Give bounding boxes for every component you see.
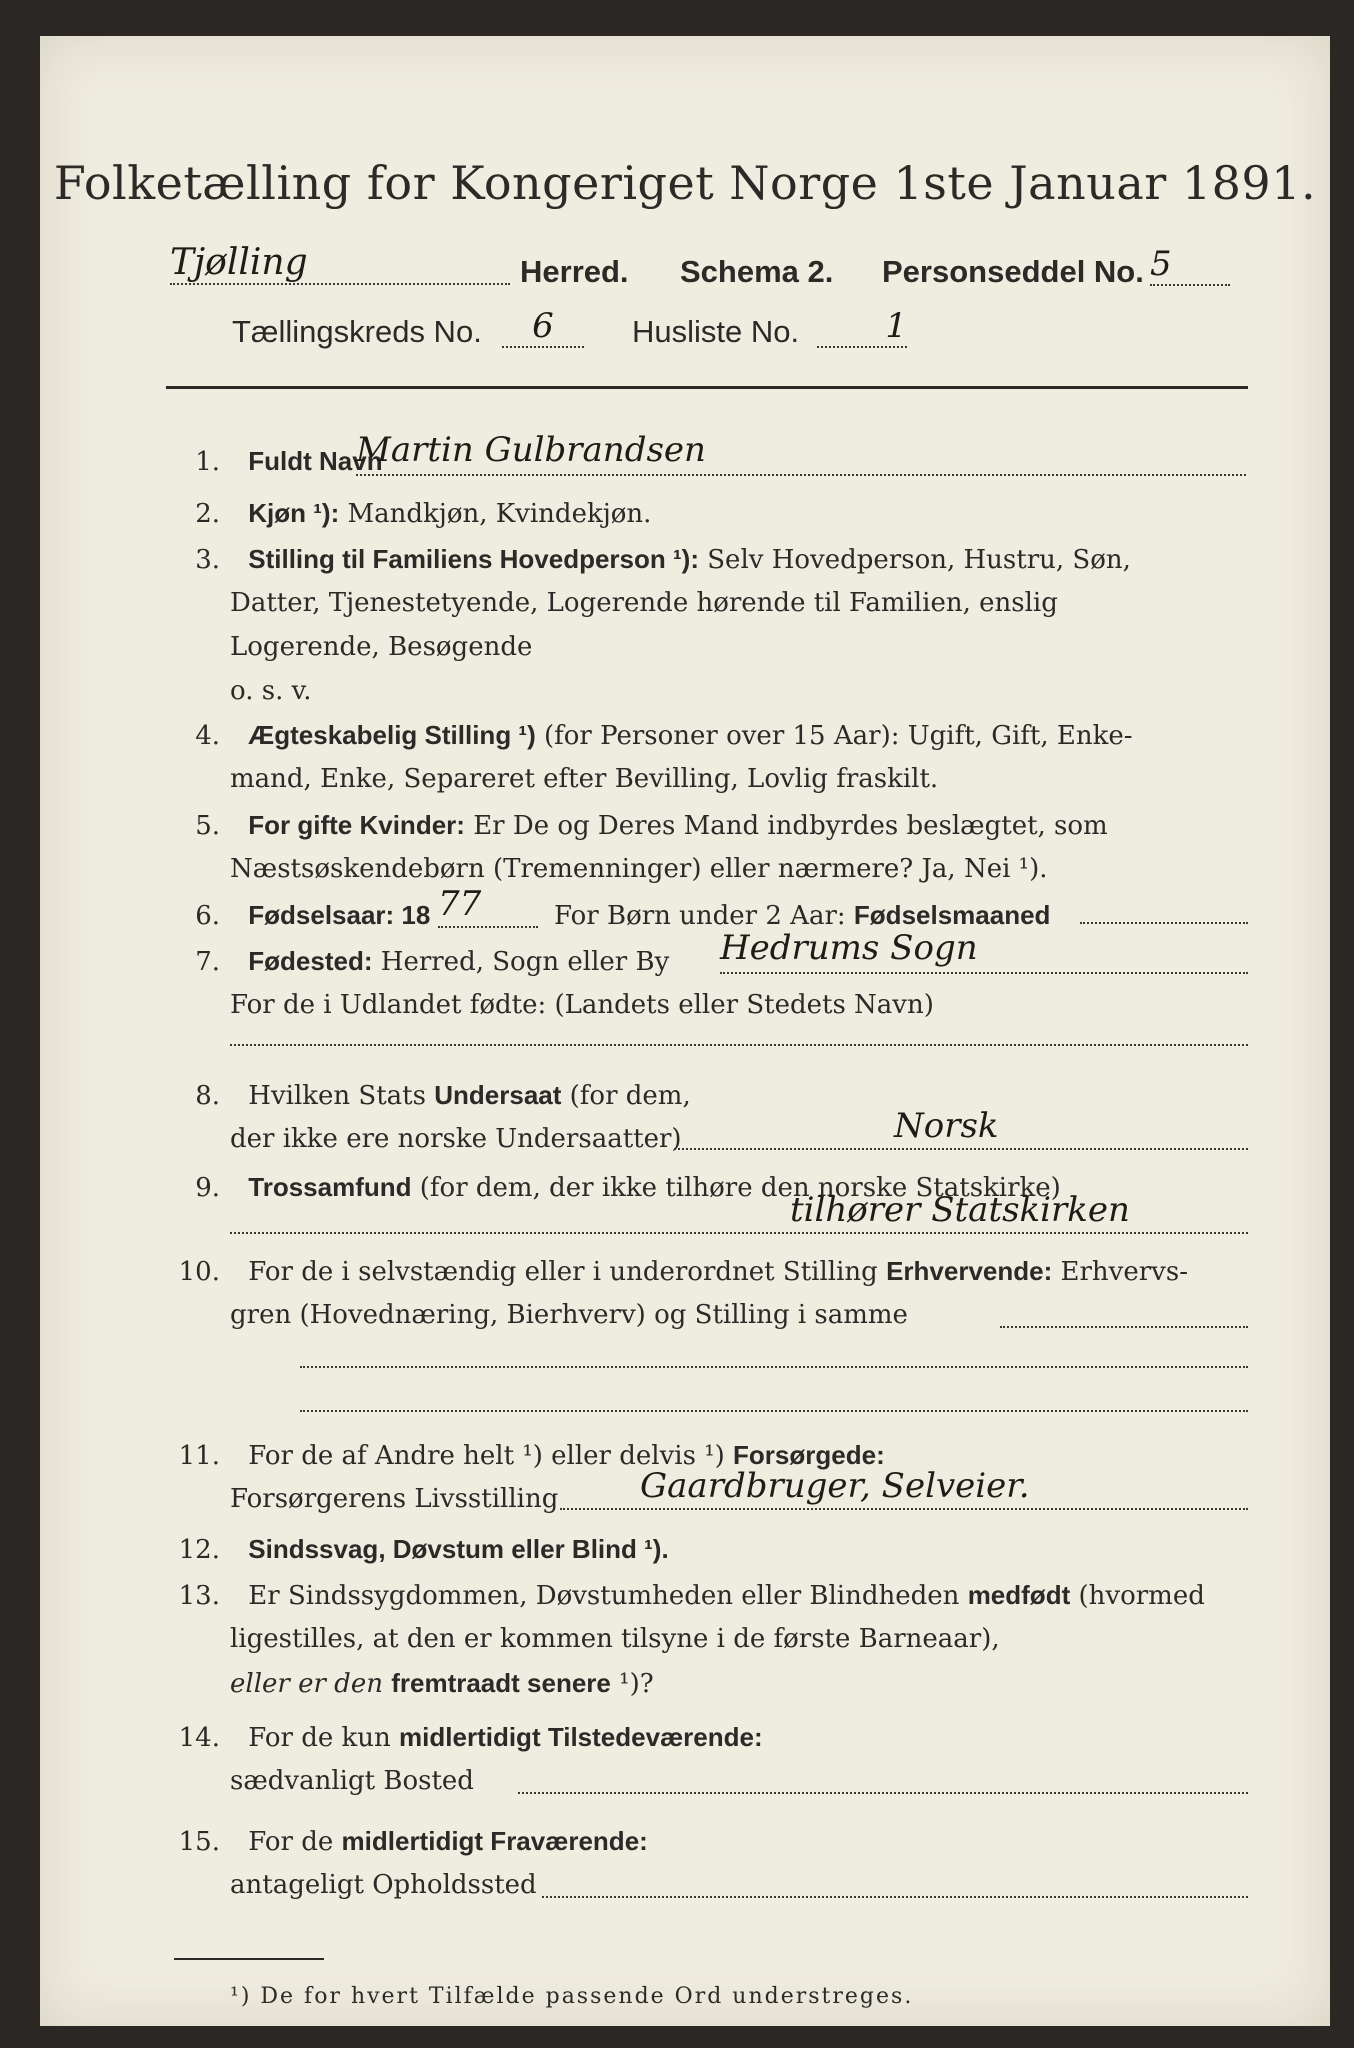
item-5: 5. For gifte Kvinder: Er De og Deres Mand indbyrdes beslægtet, som (195, 810, 1108, 841)
husliste-value: 1 (817, 306, 907, 348)
birthplace-value: Hedrums Sogn (720, 928, 1248, 974)
footnote: ¹) De for hvert Tilfælde passende Ord understreges. (230, 1984, 914, 2009)
foreign-birthplace-field (230, 1044, 1248, 1046)
herred-value: Tjølling (170, 242, 510, 285)
item-10-line-2: gren (Hovednæring, Bierhverv) og Stilling i samme (230, 1300, 908, 1330)
item-6: 6. Fødselsaar: 18 (195, 900, 431, 931)
item-14-line-2: sædvanligt Bosted (230, 1766, 474, 1796)
census-form-sheet (40, 36, 1330, 2026)
item-7: 7. Fødested: Herred, Sogn eller By (195, 946, 670, 977)
personseddel-value: 5 (1150, 244, 1230, 286)
kreds-label: Tællingskreds No. (232, 314, 482, 349)
item-8-line-2: der ikke ere norske Undersaatter) (230, 1124, 682, 1154)
occupation-field-2 (300, 1366, 1248, 1368)
item-13-line-2: ligestilles, at den er kommen tilsyne i de første Barneaar), (230, 1624, 1000, 1654)
item-6-child: For Børn under 2 Aar: Fødselsmaaned (554, 900, 1051, 931)
occupation-field-1 (1000, 1326, 1248, 1328)
husliste-label: Husliste No. (632, 314, 800, 349)
religion-value: tilhører Statskirken (230, 1190, 1248, 1234)
item-8: 8. Hvilken Stats Undersaat (for dem, (195, 1080, 691, 1111)
item-12: 12. Sindssvag, Døvstum eller Blind ¹). (178, 1534, 669, 1565)
item-14: 14. For de kun midlertidigt Tilstedeværende: (178, 1722, 763, 1753)
item-10: 10. For de i selvstændig eller i underordnet Stilling Erhvervende: Erhvervs- (178, 1256, 1188, 1287)
item-4: 4. Ægteskabelig Stilling ¹) (for Personer over 15 Aar): Ugift, Gift, Enke- (195, 720, 1133, 751)
occupation-field-3 (300, 1410, 1248, 1412)
kreds-value: 6 (502, 306, 584, 348)
item-3-line-3: Logerende, Besøgende (230, 632, 533, 662)
item-11: 11. For de af Andre helt ¹) eller delvis ¹) Forsørgede: (178, 1440, 885, 1471)
item-2: 2. Kjøn ¹): Mandkjøn, Kvindekjøn. (195, 498, 652, 529)
usual-residence-field (518, 1792, 1248, 1794)
personseddel-label: Personseddel No. (882, 254, 1144, 289)
item-1: 1. Fuldt Navn (195, 446, 383, 477)
item-11-line-2: Forsørgerens Livsstilling (230, 1484, 559, 1514)
item-7-line-2: For de i Udlandet fødte: (Landets eller Stedets Navn) (230, 990, 934, 1020)
provider-occupation-value: Gaardbruger, Selveier. (560, 1466, 1248, 1510)
item-4-line-2: mand, Enke, Separeret efter Bevilling, Lovlig fraskilt. (230, 764, 939, 794)
header-rule (166, 386, 1248, 389)
form-title: Folketælling for Kongeriget Norge 1ste Januar 1891. (53, 156, 1317, 210)
item-3-line-4: o. s. v. (230, 676, 312, 706)
item-15: 15. For de midlertidigt Fraværende: (178, 1826, 648, 1857)
herred-label: Herred. (520, 254, 629, 289)
item-13-line-3: eller er den fremtraadt senere ¹)? (230, 1668, 654, 1699)
kreds-line (232, 308, 1232, 352)
full-name-value: Martin Gulbrandsen (356, 430, 1246, 476)
item-15-line-2: antageligt Opholdssted (230, 1870, 537, 1900)
birth-month-field (1080, 922, 1248, 924)
schema-label: Schema 2. (680, 254, 834, 289)
footnote-rule (174, 1958, 324, 1960)
temporary-residence-field (542, 1896, 1248, 1898)
item-3-line-2: Datter, Tjenestetyende, Logerende hørende til Familien, enslig (230, 588, 1058, 618)
item-9: 9. Trossamfund (for dem, der ikke tilhøre den norske Statskirke) (195, 1172, 1061, 1203)
item-3: 3. Stilling til Familiens Hovedperson ¹): Selv Hovedperson, Hustru, Søn, (195, 544, 1131, 575)
item-13: 13. Er Sindssygdommen, Døvstumheden eller Blindheden medfødt (hvormed (178, 1580, 1205, 1611)
nationality-value: Norsk (674, 1106, 1248, 1150)
herred-line (170, 242, 1250, 296)
birth-year-value: 77 (438, 884, 538, 928)
item-5-line-2: Næstsøskendebørn (Tremenninger) eller nærmere? Ja, Nei ¹). (230, 854, 1048, 884)
